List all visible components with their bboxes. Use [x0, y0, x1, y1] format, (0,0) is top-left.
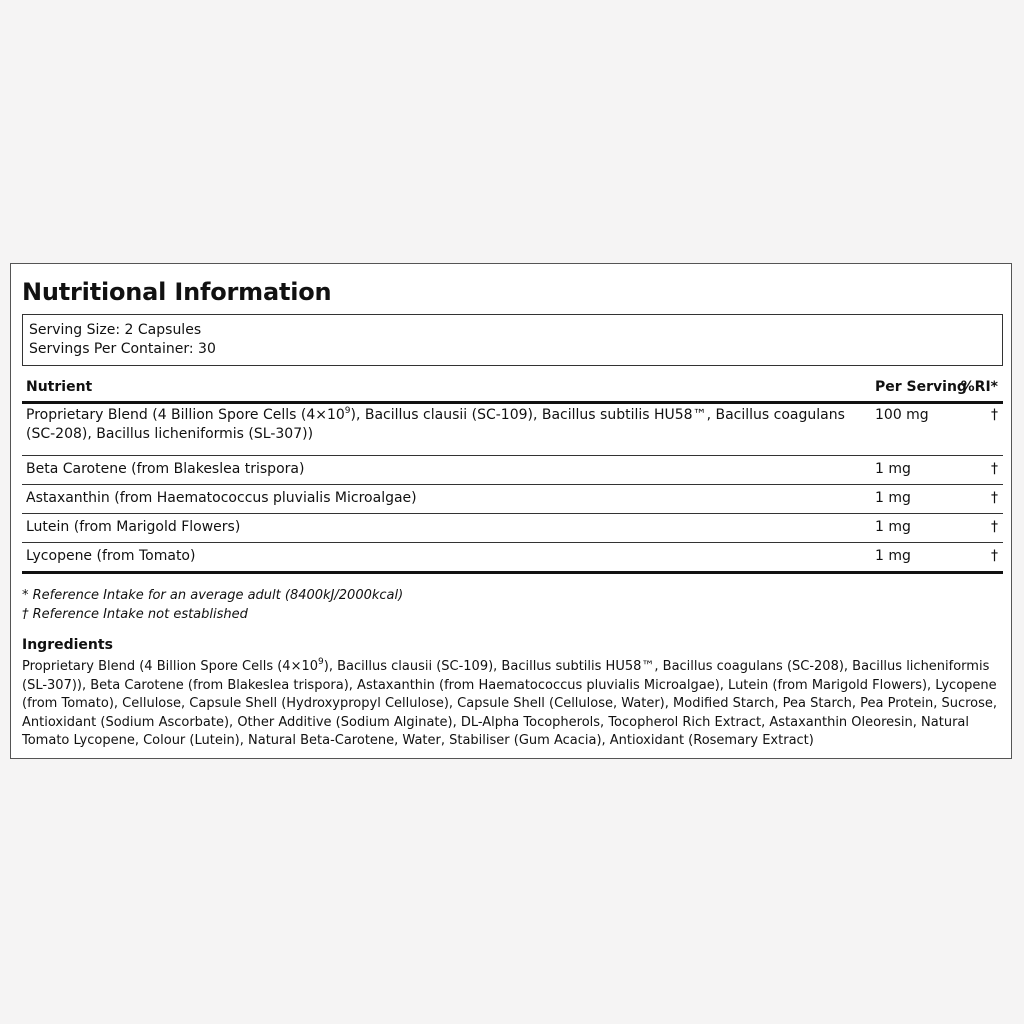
- table-row: [22, 485, 1003, 514]
- nutrient-name: Beta Carotene (from Blakeslea trispora): [26, 461, 305, 477]
- nutrient-amount: 1 mg: [875, 519, 911, 535]
- nutrient-ri: †: [991, 519, 998, 535]
- ingredients-text-part: Proprietary Blend (4 Billion Spore Cells (4×10: [22, 659, 319, 674]
- header-ri: %RI*: [960, 379, 998, 395]
- nutrient-amount: 1 mg: [875, 490, 911, 506]
- nutrient-ri: †: [991, 548, 998, 564]
- nutrient-name: Astaxanthin (from Haematococcus pluvialis Microalgae): [26, 490, 417, 506]
- nutrient-amount: 100 mg: [875, 407, 929, 423]
- table-header: [22, 374, 1003, 404]
- table-row: [22, 543, 1003, 574]
- ingredients-text-part: ), Bacillus clausii (SC-109), Bacillus subtilis HU58™, Bacillus coagulans (SC-208), Bacillus licheniformis (SL-307)), Beta Carotene (from Blakeslea trispora), Astaxanthin (from Haematococcus pluvialis Microalgae), Lutein (from Marigold Flowers), Lycopene (from Tomato), Cellulose, Capsule Shell (Hydroxypropyl Cellulose), Capsule Shell (Cellulose, Water), Modified Starch, Pea Starch, Pea Protein, Sucrose, Antioxidant (Sodium Ascorbate), Other Additive (Sodium Alginate), DL-Alpha Tocopherols, Tocopherol Rich Extract, Astaxanthin Oleoresin, Natural Tomato Lycopene, Colour (Lutein), Natural Beta-Carotene, Water, Stabiliser (Gum Acacia), Antioxidant (Rosemary Extract): [22, 659, 998, 748]
- footnote-ri: * Reference Intake for an average adult (8400kJ/2000kcal): [22, 588, 404, 603]
- nutrient-amount: 1 mg: [875, 461, 911, 477]
- nutrient-amount: 1 mg: [875, 548, 911, 564]
- nutrient-ri: †: [991, 407, 998, 423]
- nutrient-ri: †: [991, 490, 998, 506]
- nutrient-ri: †: [991, 461, 998, 477]
- footnote-not-established: † Reference Intake not established: [22, 607, 248, 622]
- exponent: 9: [344, 406, 351, 416]
- table-row: [22, 456, 1003, 485]
- serving-info-box: [22, 314, 1003, 366]
- nutrient-table: [22, 374, 1003, 574]
- ingredients-text: [22, 658, 997, 751]
- nutrient-name-part: ), Bacillus clausii (SC-109), Bacillus subtilis HU58™, Bacillus coagulans (SC-208), Bacillus licheniformis (SL-307)): [26, 407, 845, 442]
- nutrient-name: [26, 406, 856, 444]
- nutrient-name-part: Proprietary Blend (4 Billion Spore Cells (4×10: [26, 407, 345, 423]
- header-per-serving: Per Serving: [875, 379, 967, 395]
- serving-size: Serving Size: 2 Capsules: [29, 322, 202, 338]
- table-row: [22, 404, 1003, 456]
- exponent: 9: [318, 657, 324, 667]
- footnotes: [22, 586, 403, 624]
- table-row: [22, 514, 1003, 543]
- header-nutrient: Nutrient: [26, 379, 93, 395]
- nutrient-name: Lycopene (from Tomato): [26, 548, 196, 564]
- nutrition-panel: [10, 263, 1012, 759]
- ingredients-heading: Ingredients: [22, 637, 113, 653]
- nutrient-name: Lutein (from Marigold Flowers): [26, 519, 241, 535]
- page-title: Nutritional Information: [22, 278, 332, 306]
- servings-per-container: Servings Per Container: 30: [29, 341, 216, 357]
